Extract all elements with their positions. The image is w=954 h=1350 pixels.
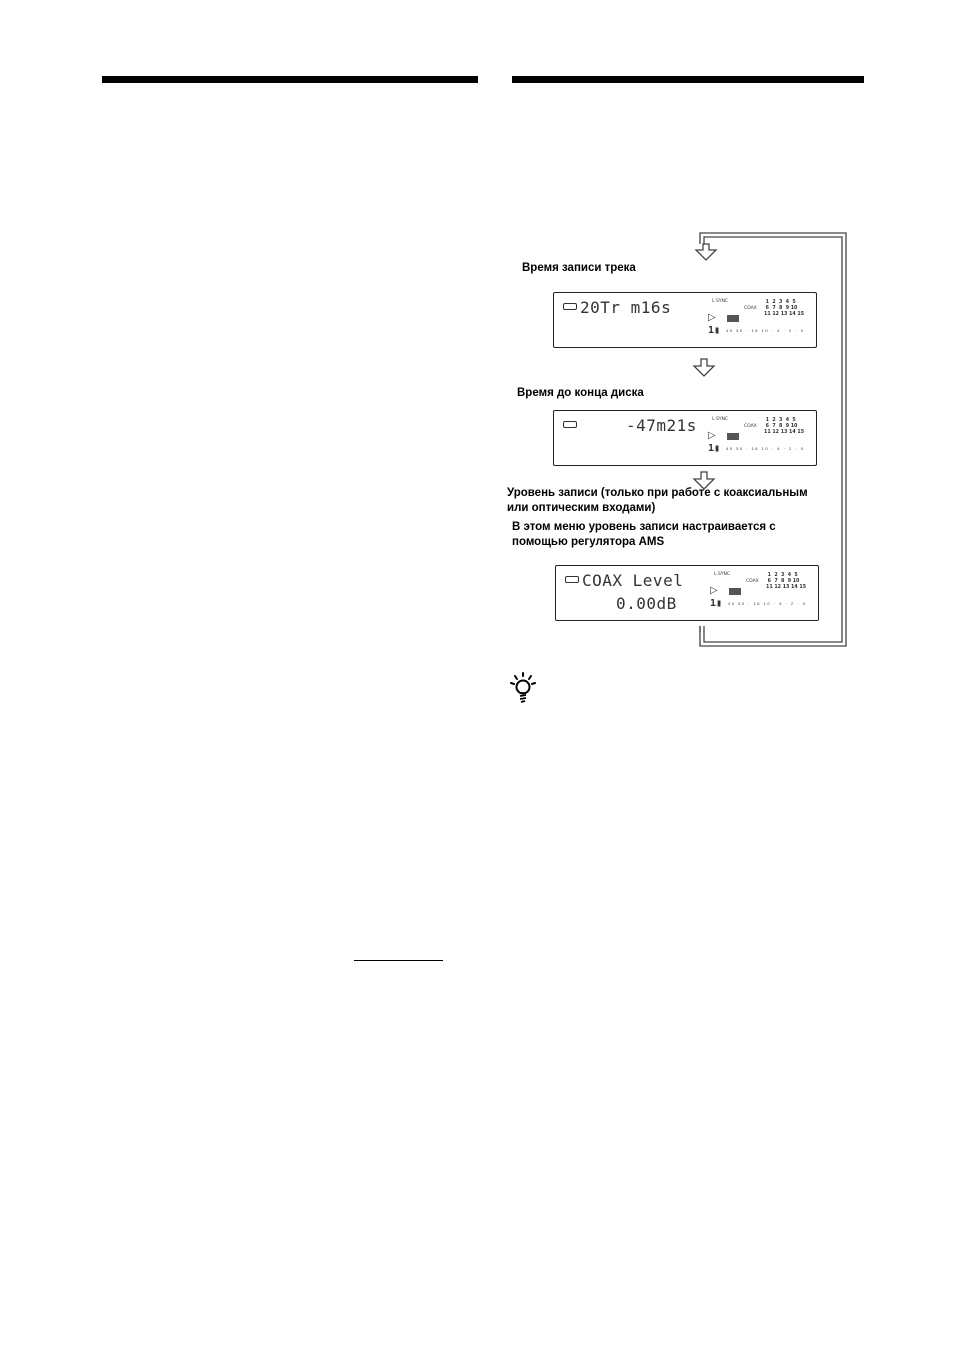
lcd-display-coax-level [555, 565, 819, 621]
lsync-label: L.SYNC [712, 299, 729, 304]
lsync-label: L.SYNC [714, 572, 731, 577]
rec-level-block [729, 588, 741, 595]
track-indicator-icon: 1▮ [710, 598, 723, 609]
rec-level-block [727, 433, 739, 440]
disc-indicator-icon [563, 421, 577, 428]
play-icon: ▷ [710, 585, 718, 596]
lcd-display-track-time [553, 292, 817, 348]
track-number-grid: 1 2 3 4 5 6 7 8 9 10 11 12 13 14 15 [764, 418, 805, 436]
down-arrow-icon [696, 244, 716, 260]
caption-menu-note-line2: помощью регулятора AMS [512, 535, 665, 548]
coax-label: COAX [744, 424, 757, 429]
header-rule-right [512, 76, 864, 83]
rec-level-block [727, 315, 739, 322]
disc-indicator-icon [565, 576, 579, 583]
lcd-main-text: 20Tr m16s [580, 298, 672, 317]
lcd-main-text: -47m21s [626, 416, 697, 435]
disc-indicator-icon [563, 303, 577, 310]
play-icon: ▷ [708, 430, 716, 441]
lcd-display-remaining-time [553, 410, 817, 466]
header-rule-left [102, 76, 478, 83]
caption-rec-level-line2: или оптическим входами) [507, 501, 656, 514]
down-arrow-icon [694, 359, 714, 376]
level-meter-scale: 40 30 · 16 10 · 4 · 2 · 0 [728, 601, 807, 606]
coax-label: COAX [746, 579, 759, 584]
coax-label: COAX [744, 306, 757, 311]
lsync-label: L.SYNC [712, 417, 729, 422]
caption-menu-note [512, 520, 776, 549]
track-number-grid: 1 2 3 4 5 6 7 8 9 10 11 12 13 14 15 [764, 300, 805, 318]
display-mode-diagram [506, 228, 856, 652]
level-meter-scale: 40 30 · 16 10 · 4 · 2 · 0 [726, 446, 805, 451]
lightbulb-tip-icon [510, 672, 536, 704]
level-meter-scale: 40 30 · 16 10 · 4 · 2 · 0 [726, 328, 805, 333]
caption-remaining-time: Время до конца диска [517, 387, 644, 399]
play-icon: ▷ [708, 312, 716, 323]
footnote-rule [354, 960, 443, 961]
track-indicator-icon: 1▮ [708, 325, 721, 336]
caption-rec-level [507, 486, 808, 515]
caption-rec-level-line1: Уровень записи (только при работе с коаксиальным [507, 487, 808, 499]
track-number-grid: 1 2 3 4 5 6 7 8 9 10 11 12 13 14 15 [766, 573, 807, 591]
track-indicator-icon: 1▮ [708, 443, 721, 454]
lcd-main-text-line2: 0.00dB [616, 594, 677, 613]
caption-track-time: Время записи трека [522, 262, 636, 274]
caption-menu-note-line1: В этом меню уровень записи настраивается с [512, 521, 776, 533]
lcd-main-text-line1: COAX Level [582, 571, 684, 590]
